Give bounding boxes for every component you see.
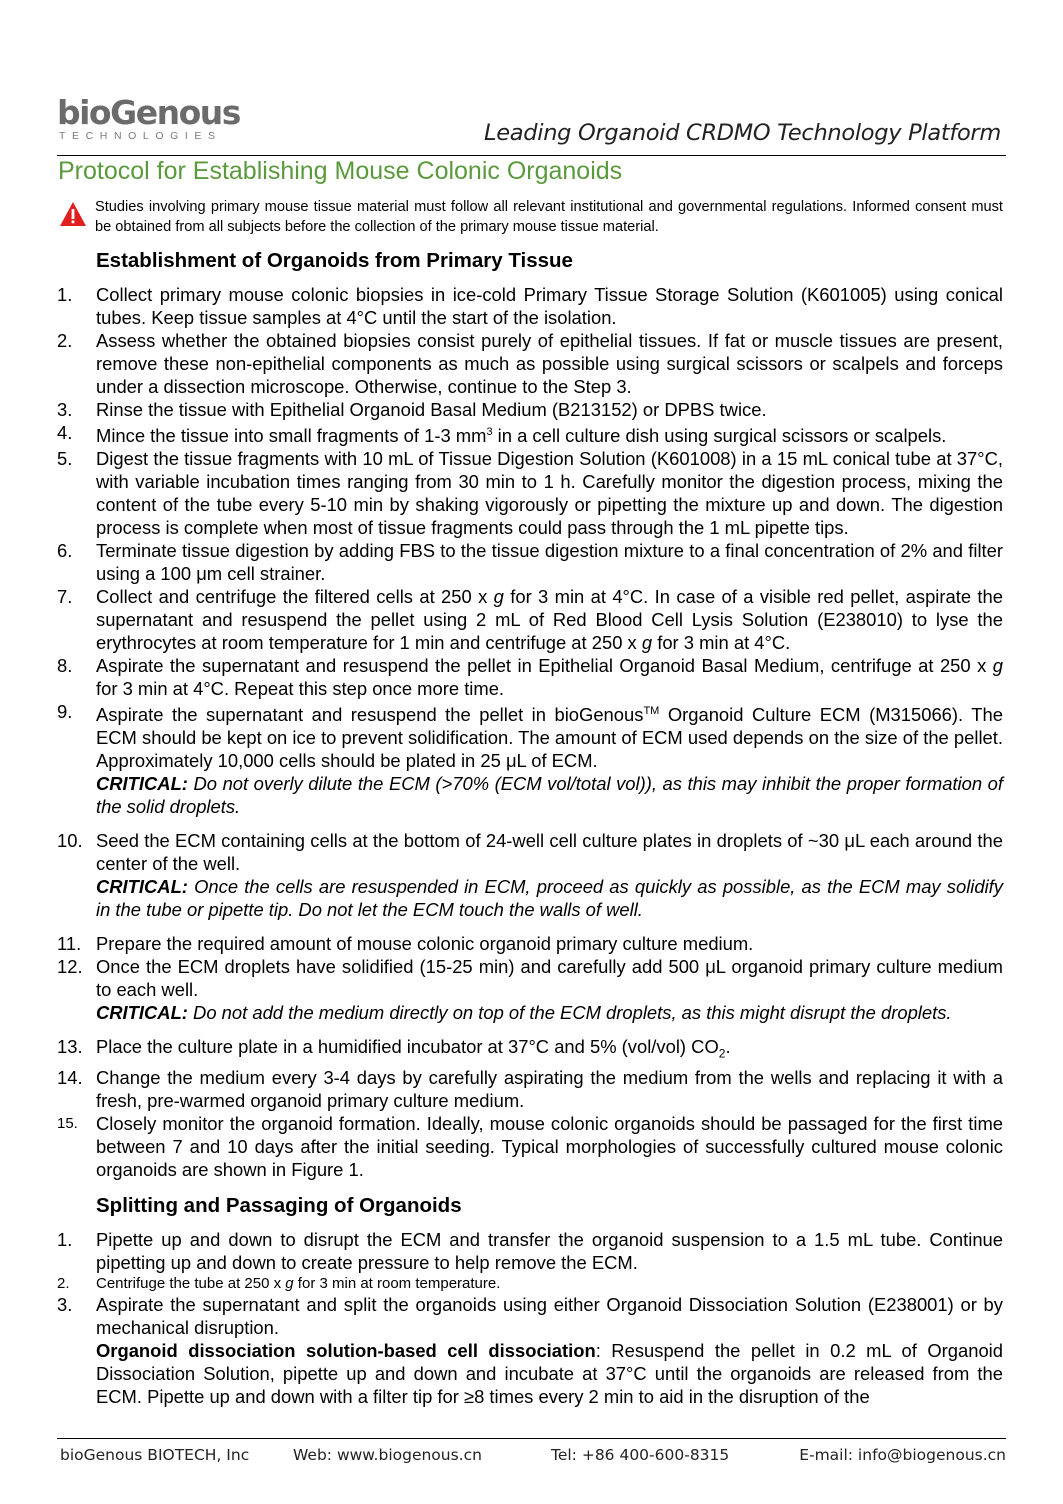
step-text: Once the ECM droplets have solidified (15-25 min) and carefully add 500 μL organoid primary culture medium to each well. bbox=[96, 956, 1003, 1001]
step-text-part: for 3 min at 4°C. bbox=[652, 632, 791, 654]
step-number: 3. bbox=[57, 399, 73, 420]
step-number: 11. bbox=[57, 933, 82, 955]
header-tagline: Leading Organoid CRDMO Technology Platform bbox=[484, 120, 1001, 146]
step-text bbox=[96, 700, 1003, 772]
step-text: Collect primary mouse colonic biopsies in ice-cold Primary Tissue Storage Solution (K601005) using conical tubes. Keep tissue samples at 4°C until the start of the isolation. bbox=[96, 284, 1003, 328]
step-number: 2. bbox=[57, 330, 73, 351]
company-logo bbox=[57, 93, 240, 142]
step-text-part: Centrifuge the tube at 250 x bbox=[96, 1274, 286, 1292]
step-text-part: Mince the tissue into small fragments of 1-3 mm bbox=[96, 425, 487, 447]
step-number: 4. bbox=[57, 422, 73, 443]
step-text-part: for 3 min at room temperature. bbox=[293, 1274, 501, 1292]
list-item bbox=[57, 585, 1003, 654]
step-text-part: Collect and centrifuge the filtered cells at 250 x bbox=[96, 586, 494, 608]
subscript: 2 bbox=[718, 1046, 726, 1061]
warning-text: Studies involving primary mouse tissue material must follow all relevant institutional and governmental regulations. Informed consent must be obtained from all subjects before the collection of the primary mouse tissue material. bbox=[95, 199, 1003, 235]
critical-note bbox=[96, 875, 1003, 921]
dissociation-method bbox=[96, 1339, 1003, 1408]
critical-text: Do not add the medium directly on top of the ECM droplets, as this might disrupt the droplets. bbox=[187, 1002, 952, 1024]
protocol-body bbox=[57, 248, 1003, 1408]
list-item bbox=[57, 700, 1003, 818]
footer-web-link[interactable]: Web: www.biogenous.cn bbox=[293, 1446, 482, 1464]
critical-text: Once the cells are resuspended in ECM, proceed as quickly as possible, as the ECM may solidify in the tube or pipette tip. Do not let the ECM touch the walls of well. bbox=[96, 876, 1003, 921]
footer-divider bbox=[57, 1438, 1006, 1439]
critical-label: CRITICAL: bbox=[96, 773, 188, 795]
step-text-part: Aspirate the supernatant and resuspend the pellet in bioGenous bbox=[96, 704, 644, 726]
method-title: Organoid dissociation solution-based cell dissociation bbox=[96, 1339, 596, 1361]
list-item bbox=[57, 447, 1003, 539]
step-number: 13. bbox=[57, 1036, 83, 1058]
section-heading-passaging: Splitting and Passaging of Organoids bbox=[96, 1193, 462, 1217]
step-text-part: in a cell culture dish using surgical scissors or scalpels. bbox=[492, 425, 947, 447]
warning-notice bbox=[57, 197, 1003, 237]
list-item bbox=[57, 1274, 1003, 1293]
step-text bbox=[96, 1035, 1003, 1066]
trademark-superscript: TM bbox=[643, 705, 660, 718]
list-item bbox=[57, 932, 1003, 955]
step-text: Aspirate the supernatant and split the organoids using either Organoid Dissociation Solution (E238001) or by mechanical disruption. bbox=[96, 1293, 1003, 1338]
step-text: Change the medium every 3-4 days by carefully aspirating the medium from the wells and replacing it with a fresh, pre-warmed organoid primary culture medium. bbox=[96, 1066, 1003, 1111]
italic-g: g bbox=[641, 632, 653, 654]
step-text: Pipette up and down to disrupt the ECM and transfer the organoid suspension to a 1.5 mL tube. Continue pipetting up and down to create pressure to help remove the ECM. bbox=[96, 1228, 1003, 1273]
list-item bbox=[57, 283, 1003, 329]
step-text-part: Aspirate the supernatant and resuspend the pellet in Epithelial Organoid Basal Medium, centrifuge at 250 x bbox=[96, 655, 993, 677]
step-number: 1. bbox=[57, 284, 73, 305]
step-text bbox=[96, 654, 1003, 700]
list-item bbox=[57, 1112, 1003, 1181]
step-text bbox=[96, 421, 1003, 447]
method-text: : Resuspend the pellet in 0.2 mL of Organoid Dissociation Solution, pipette up and down and incubate at 37°C until the organoids are released from the ECM. Pipette up and down with a filter tip for ≥8 times every 2 min to aid in the disruption of the bbox=[96, 1339, 1003, 1407]
step-text: Assess whether the obtained biopsies consist purely of epithelial tissues. If fat or muscle tissues are present, remove these non-epithelial components as much as possible using surgical scissors or scalpels and forceps under a dissection microscope. Otherwise, continue to the Step 3. bbox=[96, 330, 1003, 397]
page-title: Protocol for Establishing Mouse Colonic Organoids bbox=[58, 157, 623, 185]
italic-g: g bbox=[493, 586, 504, 608]
logo-subtitle: TECHNOLOGIES bbox=[59, 130, 222, 142]
step-text-part: Place the culture plate in a humidified incubator at 37°C and 5% (vol/vol) CO bbox=[96, 1036, 719, 1058]
step-number: 2. bbox=[57, 1274, 70, 1292]
step-number: 8. bbox=[57, 655, 73, 677]
step-number: 12. bbox=[57, 956, 83, 978]
italic-g: g bbox=[285, 1274, 294, 1292]
critical-note bbox=[96, 1001, 1003, 1024]
section-heading-establishment: Establishment of Organoids from Primary Tissue bbox=[96, 249, 573, 272]
footer-phone: Tel: +86 400-600-8315 bbox=[551, 1446, 730, 1464]
step-number: 3. bbox=[57, 1293, 73, 1315]
step-text: Digest the tissue fragments with 10 mL of Tissue Digestion Solution (K601008) in a 15 mL conical tube at 37°C, with variable incubation times ranging from 30 min to 1 h. Carefully monitor the digestion process, mixing the content of the tube every 5-10 min by shaking vigorously or pipetting the mixture up and down. The digestion process is complete when most of tissue fragments could pass through the 1 mL pipette tips. bbox=[96, 448, 1003, 539]
step-number: 6. bbox=[57, 540, 73, 562]
step-number: 7. bbox=[57, 586, 73, 608]
step-text: Terminate tissue digestion by adding FBS to the tissue digestion mixture to a final concentration of 2% and filter using a 100 μm cell strainer. bbox=[96, 540, 1003, 585]
critical-label: CRITICAL: bbox=[96, 876, 188, 898]
step-number: 10. bbox=[57, 830, 83, 852]
establishment-steps bbox=[57, 283, 1003, 1181]
step-text-part: for 3 min at 4°C. Repeat this step once more time. bbox=[96, 678, 505, 700]
step-text: Rinse the tissue with Epithelial Organoid Basal Medium (B213152) or DPBS twice. bbox=[96, 399, 767, 420]
footer-email-link[interactable]: E-mail: info@biogenous.cn bbox=[799, 1446, 1006, 1464]
logo-wordmark: bioGenous bbox=[57, 93, 240, 132]
step-text bbox=[96, 585, 1003, 654]
step-text-part: . bbox=[725, 1036, 731, 1058]
critical-note bbox=[96, 772, 1003, 818]
list-item bbox=[57, 1066, 1003, 1112]
list-item bbox=[57, 421, 1003, 447]
critical-text: Do not overly dilute the ECM (>70% (ECM vol/total vol)), as this may inhibit the proper formation of the solid droplets. bbox=[96, 773, 1003, 818]
step-text: Prepare the required amount of mouse colonic organoid primary culture medium. bbox=[96, 933, 754, 955]
step-text-part: for 3 min at 4°C. In case of a visible red pellet, aspirate the supernatant and resuspend the pellet using 2 mL of Red Blood Cell Lysis Solution (E238010) to lyse the erythrocytes at room temperature for 1 min and centrifuge at 250 x bbox=[96, 586, 1003, 654]
step-number: 5. bbox=[57, 448, 73, 470]
list-item bbox=[57, 1293, 1003, 1408]
step-text: Seed the ECM containing cells at the bottom of 24-well cell culture plates in droplets of ~30 μL each around the center of the well. bbox=[96, 830, 1003, 875]
passaging-steps bbox=[57, 1228, 1003, 1408]
step-text-part: Organoid Culture ECM (M315066). The ECM should be kept on ice to prevent solidification. The amount of ECM used depends on the size of the pellet. Approximately 10,000 cells should be plated in 25 μL of ECM. bbox=[96, 704, 1003, 772]
step-number: 9. bbox=[57, 701, 73, 723]
footer-company: bioGenous BIOTECH, Inc bbox=[60, 1446, 250, 1464]
step-number: 14. bbox=[57, 1066, 83, 1088]
list-item bbox=[57, 955, 1003, 1024]
critical-label: CRITICAL: bbox=[96, 1002, 188, 1024]
step-number: 1. bbox=[57, 1228, 73, 1250]
list-item bbox=[57, 329, 1003, 398]
step-text: Closely monitor the organoid formation. Ideally, mouse colonic organoids should be passaged for the first time between 7 and 10 days after the initial seeding. Typical morphologies of successfully cultured mouse colonic organoids are shown in Figure 1. bbox=[96, 1112, 1003, 1180]
header-divider bbox=[57, 155, 1006, 156]
list-item bbox=[57, 1228, 1003, 1274]
italic-g: g bbox=[992, 655, 1003, 677]
list-item bbox=[57, 829, 1003, 921]
list-item bbox=[57, 398, 1003, 421]
list-item bbox=[57, 654, 1003, 700]
step-text bbox=[96, 1274, 1003, 1293]
list-item bbox=[57, 539, 1003, 585]
warning-triangle-icon bbox=[59, 201, 87, 227]
superscript: 3 bbox=[486, 426, 493, 438]
step-number: 15. bbox=[57, 1114, 78, 1132]
list-item bbox=[57, 1035, 1003, 1066]
